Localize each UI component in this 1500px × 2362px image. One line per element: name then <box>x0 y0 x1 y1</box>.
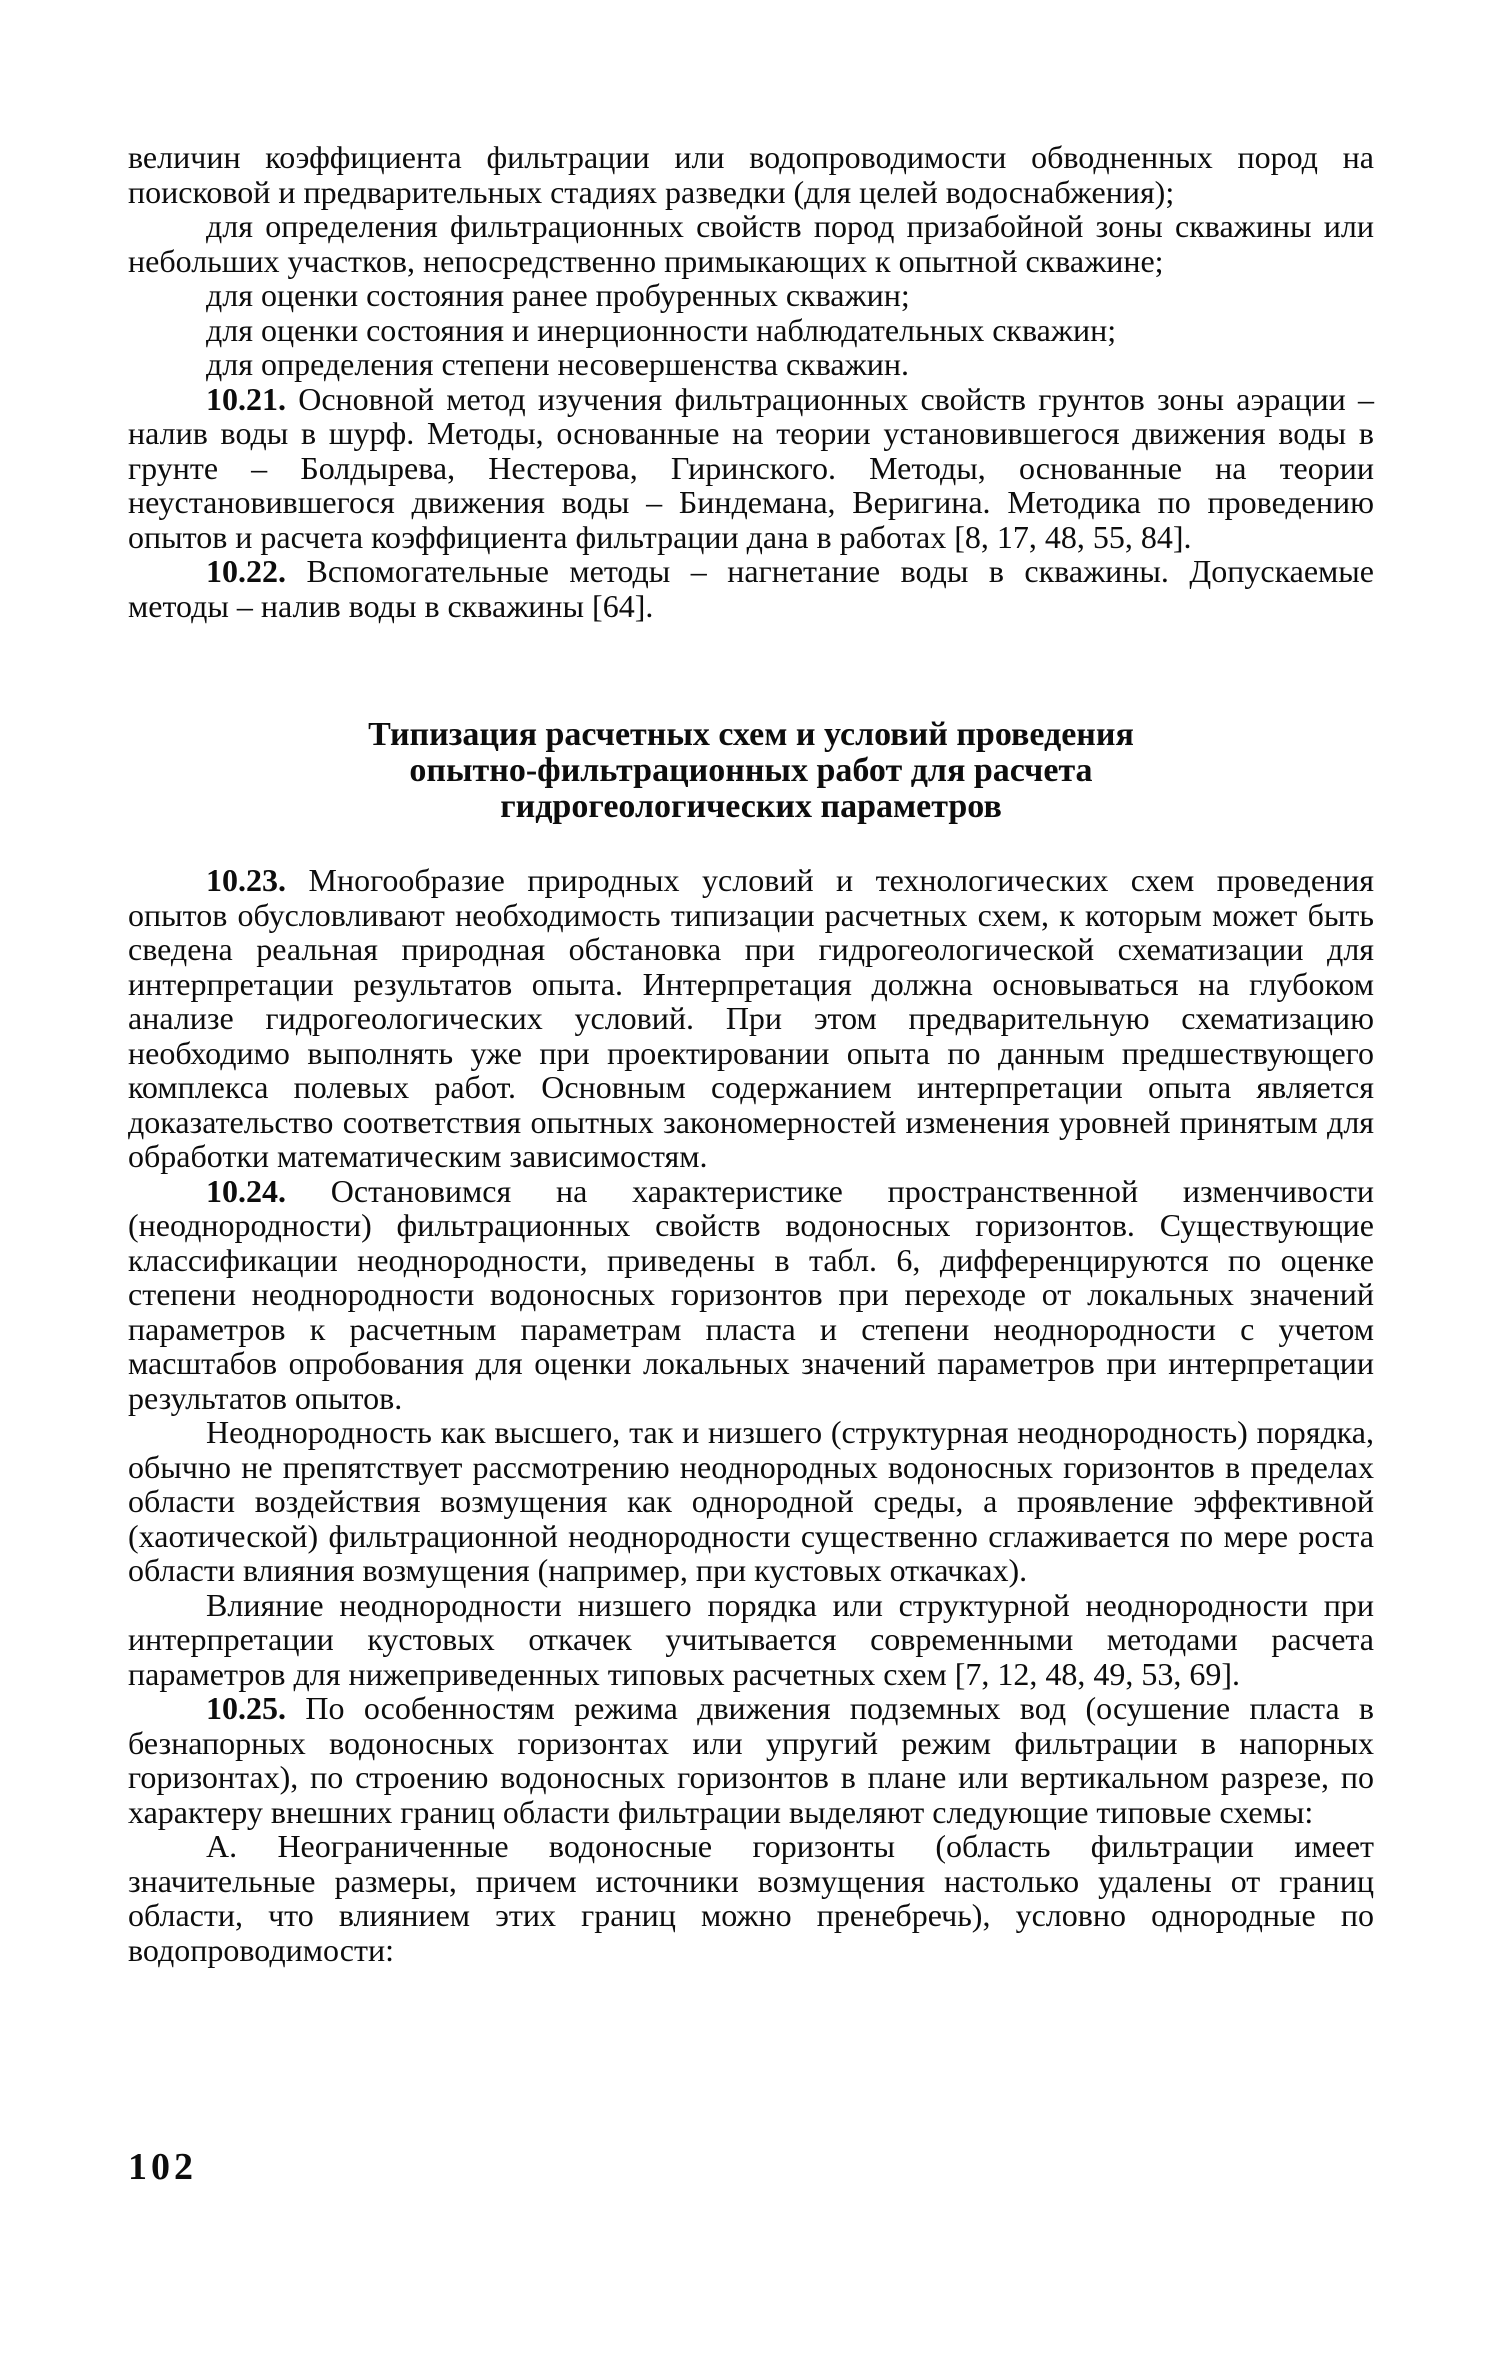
section-text: Вспомогательные методы – нагнетание воды в скважины. Допускаемые методы – налив воды в скважины [64]. <box>128 553 1375 624</box>
paragraph-influence: Влияние неоднородности низшего порядка или структурной неоднородности при интерпретации кустовых откачек учитывается современными методами расчета параметров для нижеприведенных типовых расчетных схем [7, 12, 48, 49, 53, 69]. <box>128 1586 1374 1692</box>
paragraph-top-3: для оценки состояния ранее пробуренных скважин; <box>206 277 910 313</box>
section-10-21 <box>128 382 1374 555</box>
section-number: 10.21. <box>206 380 286 417</box>
section-text: Основной метод изучения фильтрационных свойств грунтов зоны аэрации – налив воды в шурф. Методы, основанные на теории установившегося движения воды в грунте – Болдырева, Нестерова, Гиринского. Методы, основанные на теории неустановившегося движения воды – Биндемана, Веригина. Методика по проведению опытов и расчета коэффициента фильтрации дана в работах [8, 17, 48, 55, 84]. <box>128 380 1375 555</box>
section-text: Остановимся на характеристике пространственной изменчивости (неоднородности) фильтрационных свойств водоносных горизонтов. Существующие классификации неоднородности, приведены в табл. 6, дифференцируются по оценке степени неоднородности водоносных горизонтов при переходе от локальных значений параметров к расчетным параметрам пласта и степени неоднородности с учетом масштабов опробования для оценки локальных значений параметров при интерпретации результатов опытов. <box>128 1172 1375 1416</box>
section-10-24 <box>128 1174 1374 1416</box>
paragraph-top-4: для оценки состояния и инерционности наблюдательных скважин; <box>206 311 1117 348</box>
heading-line-2: опытно-фильтрационных работ для расчета <box>409 752 1093 789</box>
page-number: 102 <box>128 2146 197 2188</box>
paragraph-top-5: для определения степени несовершенства скважин. <box>206 346 909 382</box>
section-10-23 <box>128 863 1374 1174</box>
section-10-22 <box>128 554 1374 623</box>
paragraph-top-2: для определения фильтрационных свойств пород призабойной зоны скважины или небольших участков, непосредственно примыкающих к опытной скважине; <box>128 208 1374 279</box>
heading-line-3: гидрогеологических параметров <box>500 788 1002 825</box>
section-number: 10.24. <box>206 1172 286 1209</box>
heading-line-1: Типизация расчетных схем и условий проведения <box>368 716 1134 753</box>
section-text: По особенностям режима движения подземных вод (осушение пласта в безнапорных водоносных горизонтах или упругий режим фильтрации в напорных горизонтах), по строению водоносных горизонтов в плане или вертикальном разрезе, по характеру внешних границ области фильтрации выделяют следующие типовые схемы: <box>128 1690 1375 1830</box>
document-page <box>128 140 1374 2340</box>
section-number: 10.22. <box>206 553 286 589</box>
section-heading <box>128 717 1374 825</box>
paragraph-a: А. Неограниченные водоносные горизонты (область фильтрации имеет значительные размеры, причем источники возмущения настолько удалены от границ области, что влиянием этих границ можно пренебречь), условно однородные по водопроводимости: <box>128 1828 1374 1968</box>
paragraph-top-1: величин коэффициента фильтрации или водопроводимости обводненных пород на поисковой и предварительных стадиях разведки (для целей водоснабжения); <box>128 139 1374 210</box>
section-number: 10.23. <box>206 862 286 898</box>
section-10-25 <box>128 1691 1374 1829</box>
section-number: 10.25. <box>206 1690 286 1726</box>
paragraph-heterogeneity: Неоднородность как высшего, так и низшего (структурная неоднородность) порядка, обычно не препятствует рассмотрению неоднородных водоносных горизонтов в пределах области воздействия возмущения как однородной среды, а проявление эффективной (хаотической) фильтрационной неоднородности существенно сглаживается по мере роста области влияния возмущения (например, при кустовых откачках). <box>128 1414 1374 1588</box>
section-text: Многообразие природных условий и технологических схем проведения опытов обусловливают необходимость типизации расчетных схем, к которым может быть сведена реальная природная обстановка при гидрогеологической схематизации для интерпретации результатов опыта. Интерпретация должна основываться на глубоком анализе гидрогеологических условий. При этом предварительную схематизацию необходимо выполнять уже при проектировании опыта по данным предшествующего комплекса полевых работ. Основным содержанием интерпретации опыта является доказательство соответствия опытных закономерностей изменения уровней принятым для обработки математическим зависимостям. <box>128 862 1375 1174</box>
